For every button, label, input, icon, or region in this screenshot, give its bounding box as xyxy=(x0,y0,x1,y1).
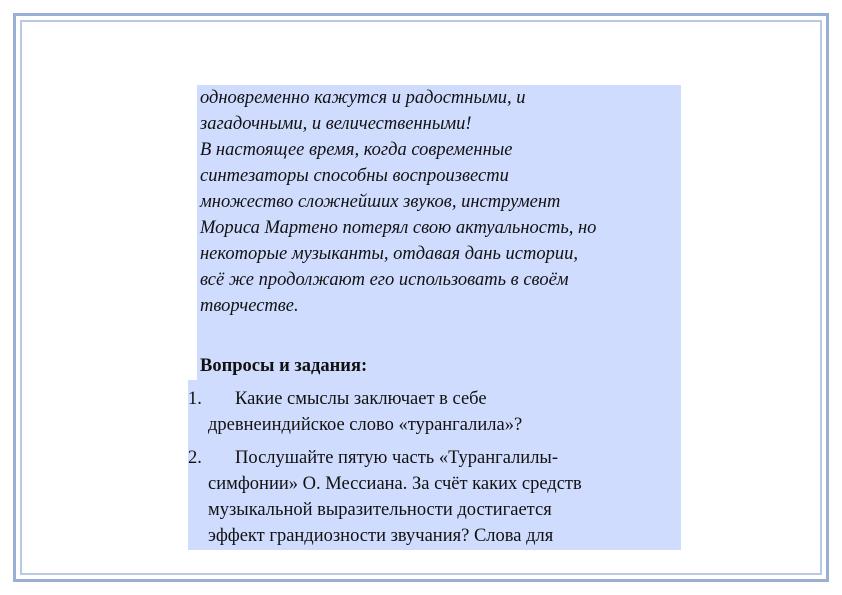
list-item-number: 1. xyxy=(188,389,202,409)
list-item-line: музыкальной выразительности достигается xyxy=(208,500,552,520)
paragraph-line: всё же продолжают его использовать в своём xyxy=(200,270,569,290)
list-item-line: Какие смыслы заключает в себе xyxy=(235,389,487,409)
paragraph-line: множество сложнейших звуков, инструмент xyxy=(200,192,561,212)
questions-list xyxy=(188,380,681,550)
questions-heading: Вопросы и задания: xyxy=(200,356,368,376)
list-item-line: древнеиндийское слово «турангалила»? xyxy=(208,415,523,435)
text-block xyxy=(197,85,681,380)
paragraph-line: творчестве. xyxy=(200,296,299,316)
paragraph-line: некоторые музыканты, отдавая дань истории, xyxy=(200,244,578,264)
list-item-line: симфонии» О. Мессиана. За счёт каких средств xyxy=(208,474,582,494)
paragraph-line: одновременно кажутся и радостными, и xyxy=(200,88,526,108)
paragraph-line: синтезаторы способны воспроизвести xyxy=(200,166,509,186)
paragraph-line: В настоящее время, когда современные xyxy=(200,140,513,160)
paragraph-line: Мориса Мартено потерял свою актуальность, но xyxy=(200,218,597,238)
list-item-number: 2. xyxy=(188,448,202,468)
italic-paragraph xyxy=(200,85,681,319)
paragraph-line: загадочными, и величественными! xyxy=(200,114,472,134)
list-item-line: эффект грандиозности звучания? Слова для xyxy=(208,526,554,546)
list-item-line: Послушайте пятую часть «Турангалилы- xyxy=(235,448,559,468)
